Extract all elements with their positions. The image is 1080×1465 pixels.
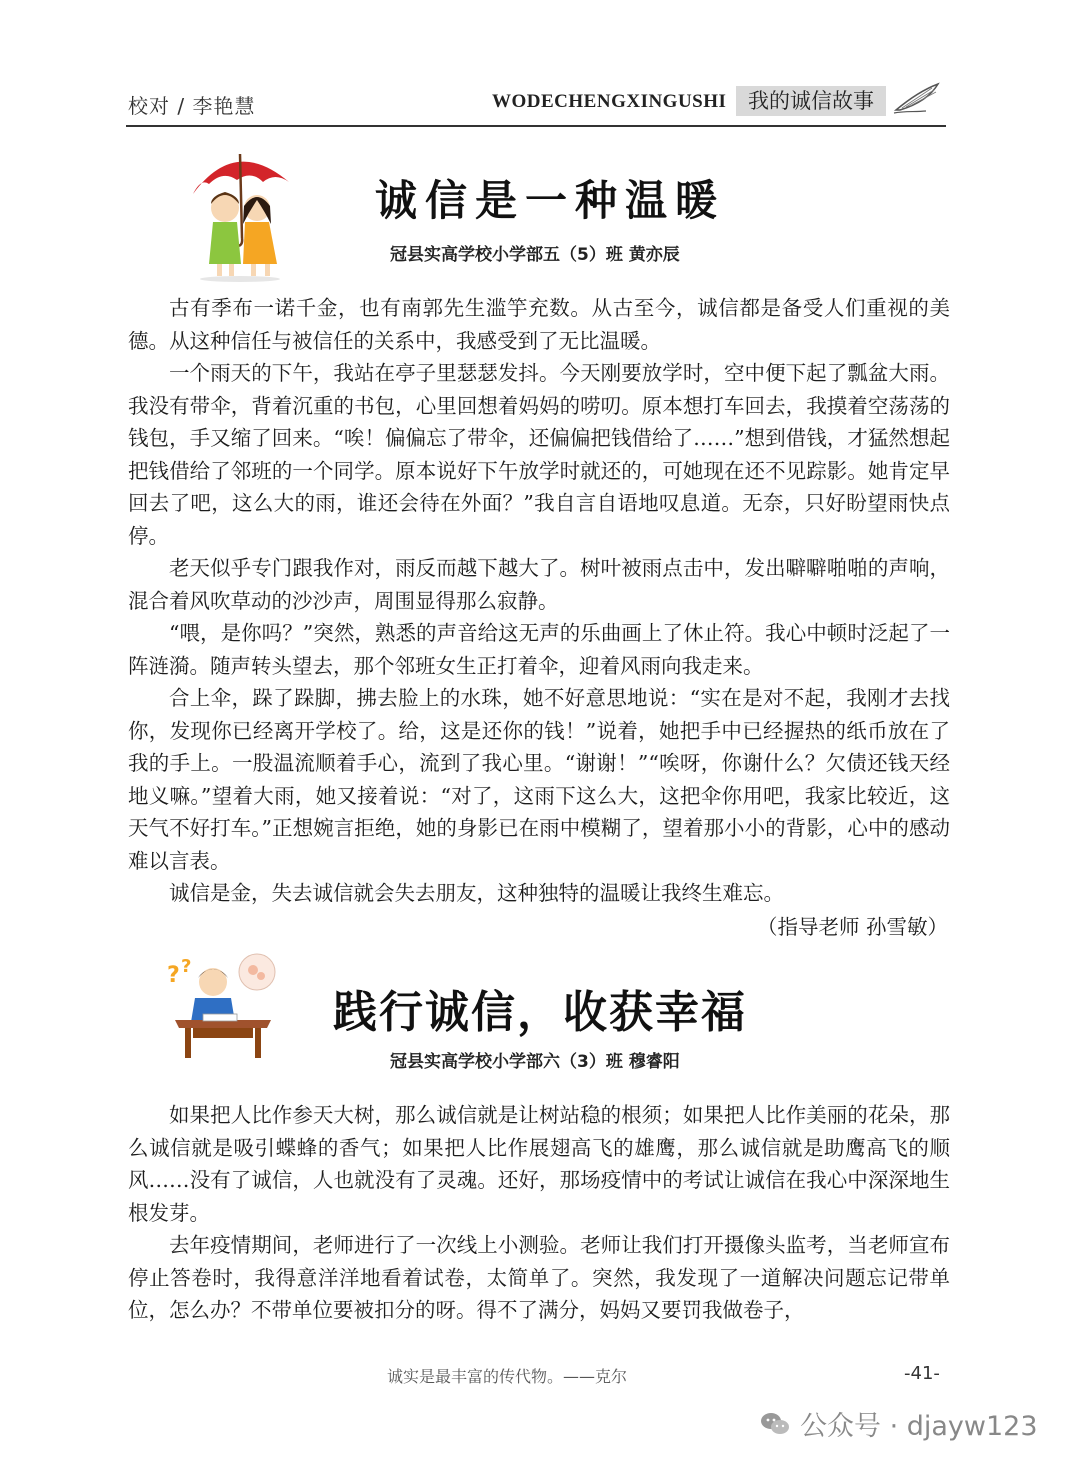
proofreader-credit: 校对 / 李艳慧 — [128, 94, 256, 118]
header-divider — [126, 125, 946, 127]
boy-at-desk-illustration — [163, 952, 283, 1062]
article1-paragraph: 一个雨天的下午，我站在亭子里瑟瑟发抖。今天刚要放学时，空中便下起了瓢盆大雨。我没有带伞，背着沉重的书包，心里回想着妈妈的唠叨。原本想打车回去，我摸着空荡荡的钱包，手又缩了回来。“唉！偏偏忘了带伞，还偏偏把钱借给了……”想到借钱，才猛然想起把钱借给了邻班的一个同学。原本说好下午放学时就还的，可她现在还不见踪影。她肯定早回去了吧，这么大的雨，谁还会待在外面？”我自言自语地叹息道。无奈，只好盼望雨快点停。 — [128, 361, 950, 548]
article2-paragraph: 去年疫情期间，老师进行了一次线上小测验。老师让我们打开摄像头监考，当老师宣布停止答卷时，我得意洋洋地看着试卷，太简单了。突然，我发现了一道解决问题忘记带单位，怎么办？不带单位要被扣分的呀。得不了满分，妈妈又要罚我做卷子， — [128, 1233, 950, 1322]
column-pinyin: WODECHENGXINGUSHI — [492, 91, 727, 112]
footer-quote: 诚实是最丰富的传代物。——克尔 — [387, 1367, 628, 1386]
article2-author: 冠县实高学校小学部六（3）班 穆睿阳 — [390, 1052, 680, 1072]
column-title: 我的诚信故事 — [736, 86, 886, 116]
page-number: -41- — [904, 1363, 940, 1384]
article2-title: 践行诚信，收获幸福 — [333, 987, 747, 1038]
article1-paragraph: 老天似乎专门跟我作对，雨反而越下越大了。树叶被雨点击中，发出噼噼啪啪的声响，混合着风吹草动的沙沙声，周围显得那么寂静。 — [128, 556, 950, 613]
article1-paragraph: 合上伞，跺了跺脚，拂去脸上的水珠，她不好意思地说：“实在是对不起，我刚才去找你，发现你已经离开学校了。给，这是还你的钱！”说着，她把手中已经握热的纸币放在了我的手上。一股温流顺着手心，流到了我心里。“谢谢！”“唉呀，你谢什么？欠债还钱天经地义嘛。”望着大雨，她又接着说：“对了，这雨下这么大，这把伞你用吧，我家比较近，这天气不好打车。”正想婉言拒绝，她的身影已在雨中模糊了，望着那小小的背影，心中的感动难以言表。 — [128, 686, 950, 873]
article1-author: 冠县实高学校小学部五（5）班 黄亦辰 — [390, 245, 680, 265]
svg-text:?: ? — [167, 963, 180, 988]
article1-paragraph: 古有季布一诺千金，也有南郭先生滥竽充数。从古至今，诚信都是备受人们重视的美德。从这种信任与被信任的关系中，我感受到了无比温暖。 — [128, 296, 950, 353]
girls-umbrella-illustration — [185, 142, 295, 282]
svg-text:?: ? — [181, 956, 192, 977]
wechat-icon — [760, 1411, 790, 1437]
article1-paragraph: 诚信是金，失去诚信就会失去朋友，这种独特的温暖让我终生难忘。 — [169, 881, 784, 905]
article1-teacher-credit: （指导老师 孙雪敏） — [756, 915, 948, 939]
wechat-watermark — [760, 1404, 1038, 1443]
article1-title: 诚信是一种温暖 — [374, 176, 725, 225]
article2-paragraph: 如果把人比作参天大树，那么诚信就是让树站稳的根须；如果把人比作美丽的花朵，那么诚信就是吸引蝶蜂的香气；如果把人比作展翅高飞的雄鹰，那么诚信就是助鹰高飞的顺风……没有了诚信，人也就没有了灵魂。还好，那场疫情中的考试让诚信在我心中深深地生根发芽。 — [128, 1103, 950, 1225]
article1-paragraph: “喂，是你吗？”突然，熟悉的声音给这无声的乐曲画上了休止符。我心中顿时泛起了一阵涟漪。随声转头望去，那个邻班女生正打着伞，迎着风雨向我走来。 — [128, 621, 950, 678]
quill-pen-icon — [892, 80, 942, 116]
watermark-text: 公众号 · djayw123 — [800, 1411, 1038, 1442]
